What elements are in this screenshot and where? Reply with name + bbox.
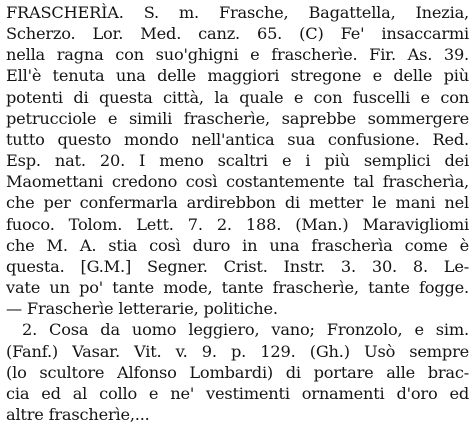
- entry-line-12: che M. A. stia così duro in una frascherìa come è: [6, 235, 469, 255]
- entry-line-10: che per confermarla ardirebbon di metter le mani nel: [6, 193, 469, 213]
- entry-line-15: — Frascherìe letterarie, politiche.: [6, 299, 278, 319]
- entry-line-1: FRASCHERÌA. S. m. Frasche, Bagattella, Inezia,: [6, 3, 469, 22]
- sense-2-line-4: cia ed al collo e ne' vestimenti ornamenti d'oro ed: [6, 383, 469, 403]
- entry-line-14: vate un po' tante mode, tante frascherìe, tante fogge.: [6, 278, 469, 298]
- sense-2-line-3: (lo scultore Alfonso Lombardi) di portare alle brac-: [6, 362, 469, 382]
- entry-line-11: fuoco. Tolom. Lett. 7. 2. 188. (Man.) Maravigliomi: [6, 214, 469, 234]
- sense-2-line-2: (Fanf.) Vasar. Vit. v. 9. p. 129. (Gh.) Usò sempre: [6, 341, 469, 361]
- entry-line-8: Esp. nat. 20. I meno scaltri e i più semplici dei: [6, 151, 469, 171]
- entry-line-13: questa. [G.M.] Segner. Crist. Instr. 3. 30. 8. Le-: [6, 256, 469, 276]
- sense-2-line-5: altre frascherìe,...: [6, 405, 150, 424]
- entry-line-6: petrucciole e simili frascherìe, saprebbe sommergere: [6, 108, 469, 128]
- entry-line-2: Scherzo. Lor. Med. canz. 65. (C) Fe' insaccarmi: [6, 24, 469, 44]
- entry-line-4: Ell'è tenuta una delle maggiori stregone e delle più: [6, 66, 469, 86]
- sense-2-line-1: 2. Cosa da uomo leggiero, vano; Fronzolo, e sim.: [22, 320, 469, 340]
- entry-line-9: Maomettani credono così costantemente tal frascherìa,: [6, 172, 469, 192]
- entry-line-3: nella ragna con suo'ghigni e frascherìe. Fir. As. 39.: [6, 45, 469, 65]
- entry-line-7: tutto questo mondo nell'antica sua confusione. Red.: [6, 129, 469, 149]
- entry-line-5: potenti di questa città, la quale e con fuscelli e con: [6, 87, 469, 107]
